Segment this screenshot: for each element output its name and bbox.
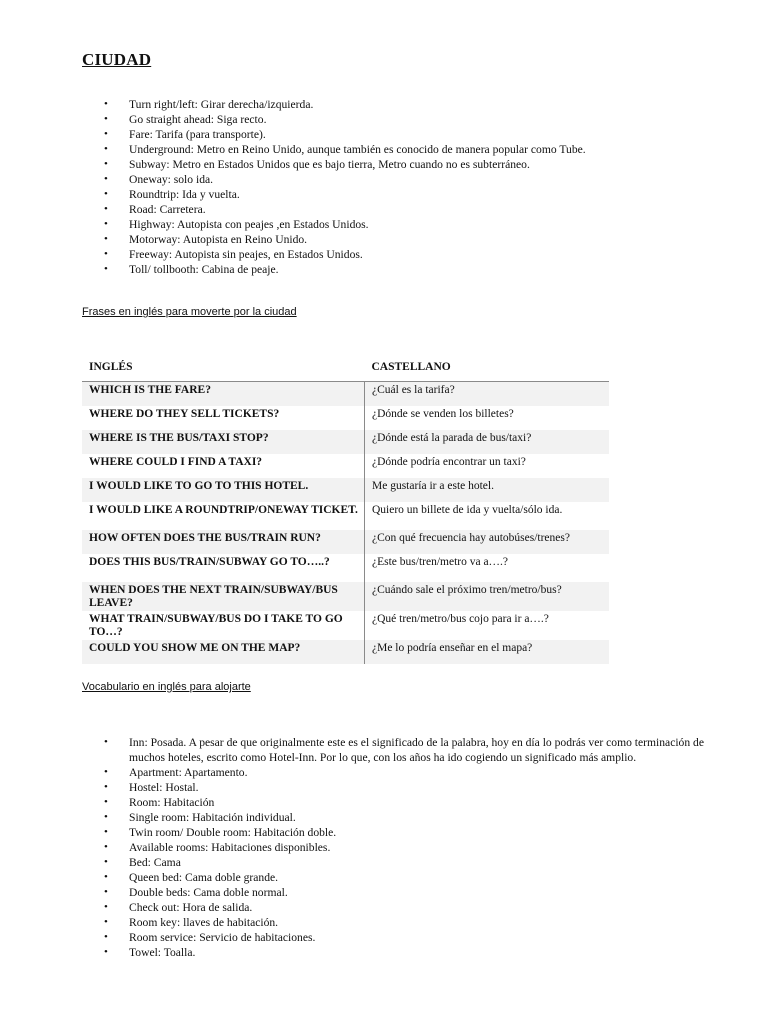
spanish-phrase: Quiero un billete de ida y vuelta/sólo ida.: [372, 503, 563, 516]
bullet-icon: •: [104, 796, 108, 808]
list-item-text: Room service: Servicio de habitaciones.: [129, 931, 316, 944]
list-item: [83, 900, 723, 915]
spanish-phrase: ¿Dónde podría encontrar un taxi?: [372, 455, 526, 468]
bullet-icon: •: [104, 158, 108, 170]
bullet-icon: •: [104, 173, 108, 185]
list-item-text: Towel: Toalla.: [129, 946, 196, 959]
list-item-text: Queen bed: Cama doble grande.: [129, 871, 279, 884]
list-item: [83, 735, 723, 765]
list-item: [83, 142, 683, 157]
lodging-vocab-list: [83, 735, 723, 960]
english-phrase: HOW OFTEN DOES THE BUS/TRAIN RUN?: [82, 530, 365, 554]
list-item-text: Fare: Tarifa (para transporte).: [129, 128, 266, 141]
bullet-icon: •: [104, 143, 108, 155]
list-item-text: Bed: Cama: [129, 856, 181, 869]
list-item-text: Oneway: solo ida.: [129, 173, 214, 186]
bullet-icon: •: [104, 263, 108, 275]
list-item: [83, 930, 723, 945]
english-phrase: DOES THIS BUS/TRAIN/SUBWAY GO TO…..?: [82, 554, 365, 582]
list-item: [83, 780, 723, 795]
list-item-text: Motorway: Autopista en Reino Unido.: [129, 233, 308, 246]
english-phrase: WHERE DO THEY SELL TICKETS?: [82, 406, 365, 430]
list-item-text: Underground: Metro en Reino Unido, aunque también es conocido de manera popular como Tube.: [129, 143, 586, 156]
spanish-phrase: ¿Me lo podría enseñar en el mapa?: [365, 640, 610, 664]
bullet-icon: •: [104, 766, 108, 778]
lodging-heading: Vocabulario en inglés para alojarte: [82, 681, 251, 693]
table-row: [82, 406, 609, 430]
list-item: [83, 97, 683, 112]
spanish-phrase: ¿Cuál es la tarifa?: [365, 382, 610, 406]
english-phrase: WHEN DOES THE NEXT TRAIN/SUBWAY/BUS LEAVE?: [82, 582, 365, 611]
list-item-text: Available rooms: Habitaciones disponibles.: [129, 841, 331, 854]
bullet-icon: •: [104, 781, 108, 793]
table-row: [82, 554, 609, 582]
list-item-text: Highway: Autopista con peajes ,en Estados Unidos.: [129, 218, 369, 231]
bullet-icon: •: [104, 203, 108, 215]
bullet-icon: •: [104, 916, 108, 928]
english-phrase: WHERE COULD I FIND A TAXI?: [82, 454, 365, 478]
bullet-icon: •: [104, 946, 108, 958]
list-item: [83, 262, 683, 277]
bullet-icon: •: [104, 871, 108, 883]
list-item-text: Hostel: Hostal.: [129, 781, 199, 794]
list-item-text: Turn right/left: Girar derecha/izquierda.: [129, 98, 314, 111]
bullet-icon: •: [104, 856, 108, 868]
phrases-heading: Frases en inglés para moverte por la ciudad: [82, 306, 297, 318]
page-title: CIUDAD: [82, 50, 152, 69]
table-row: [82, 640, 609, 664]
bullet-icon: •: [104, 901, 108, 913]
list-item-text: Single room: Habitación individual.: [129, 811, 296, 824]
spanish-phrase: ¿Cuándo sale el próximo tren/metro/bus?: [365, 582, 610, 611]
english-phrase: WHAT TRAIN/SUBWAY/BUS DO I TAKE TO GO TO…?: [82, 611, 365, 640]
table-row: [82, 530, 609, 554]
list-item: [83, 172, 683, 187]
bullet-icon: •: [104, 811, 108, 823]
list-item: [83, 810, 723, 825]
table-row: [82, 502, 609, 530]
header-english: INGLÉS: [82, 352, 365, 382]
list-item: [83, 247, 683, 262]
table-header-row: [82, 352, 609, 382]
table-row: [82, 478, 609, 502]
list-item-text: Apartment: Apartamento.: [129, 766, 248, 779]
bullet-icon: •: [104, 841, 108, 853]
list-item-text: Roundtrip: Ida y vuelta.: [129, 188, 240, 201]
table-row: [82, 430, 609, 454]
english-phrase: I WOULD LIKE TO GO TO THIS HOTEL.: [82, 478, 365, 502]
spanish-phrase: ¿Con qué frecuencia hay autobúses/trenes?: [365, 530, 610, 554]
list-item: [83, 157, 683, 172]
bullet-icon: •: [104, 233, 108, 245]
list-item: [83, 885, 723, 900]
list-item: [83, 127, 683, 142]
list-item-text: Twin room/ Double room: Habitación doble.: [129, 826, 337, 839]
list-item-text: Room: Habitación: [129, 796, 215, 809]
list-item-text: Double beds: Cama doble normal.: [129, 886, 288, 899]
list-item: [83, 945, 723, 960]
list-item-text: Inn: Posada. A pesar de que originalmente este es el significado de la palabra, hoy en día lo podrás ver como terminación de muchos hoteles, escrito como Hotel-Inn. Por lo que, con los años ha ido cogiendo un significado más amplio.: [129, 736, 704, 764]
english-phrase: WHICH IS THE FARE?: [82, 382, 365, 406]
table-row: [82, 582, 609, 611]
english-phrase: WHERE IS THE BUS/TAXI STOP?: [82, 430, 365, 454]
bullet-icon: •: [104, 736, 108, 748]
spanish-phrase: ¿Dónde está la parada de bus/taxi?: [365, 430, 610, 454]
list-item-text: Room key: llaves de habitación.: [129, 916, 279, 929]
bullet-icon: •: [104, 826, 108, 838]
list-item-text: Go straight ahead: Siga recto.: [129, 113, 267, 126]
list-item-text: Check out: Hora de salida.: [129, 901, 253, 914]
table-row: [82, 454, 609, 478]
bullet-icon: •: [104, 248, 108, 260]
list-item: [83, 870, 723, 885]
spanish-phrase: ¿Qué tren/metro/bus cojo para ir a….?: [372, 612, 549, 625]
english-phrase: COULD YOU SHOW ME ON THE MAP?: [82, 640, 365, 664]
list-item: [83, 112, 683, 127]
list-item: [83, 217, 683, 232]
list-item-text: Road: Carretera.: [129, 203, 206, 216]
bullet-icon: •: [104, 128, 108, 140]
list-item-text: Toll/ tollbooth: Cabina de peaje.: [129, 263, 279, 276]
bullet-icon: •: [104, 98, 108, 110]
list-item: [83, 915, 723, 930]
bullet-icon: •: [104, 886, 108, 898]
header-spanish: CASTELLANO: [365, 352, 610, 382]
city-vocab-list: [83, 97, 683, 277]
spanish-phrase: ¿Dónde se venden los billetes?: [372, 407, 514, 420]
table-row: [82, 611, 609, 640]
bullet-icon: •: [104, 113, 108, 125]
list-item: [83, 855, 723, 870]
list-item: [83, 795, 723, 810]
bullet-icon: •: [104, 188, 108, 200]
list-item: [83, 840, 723, 855]
list-item: [83, 202, 683, 217]
spanish-phrase: Me gustaría ir a este hotel.: [365, 478, 610, 502]
bullet-icon: •: [104, 218, 108, 230]
spanish-phrase: ¿Este bus/tren/metro va a….?: [372, 555, 509, 568]
bullet-icon: •: [104, 931, 108, 943]
list-item-text: Subway: Metro en Estados Unidos que es bajo tierra, Metro cuando no es subterráneo.: [129, 158, 530, 171]
list-item: [83, 825, 723, 840]
list-item-text: Freeway: Autopista sin peajes, en Estados Unidos.: [129, 248, 363, 261]
phrases-table: [82, 352, 609, 664]
english-phrase: I WOULD LIKE A ROUNDTRIP/ONEWAY TICKET.: [82, 502, 365, 530]
table-row: [82, 382, 609, 406]
list-item: [83, 232, 683, 247]
list-item: [83, 187, 683, 202]
list-item: [83, 765, 723, 780]
